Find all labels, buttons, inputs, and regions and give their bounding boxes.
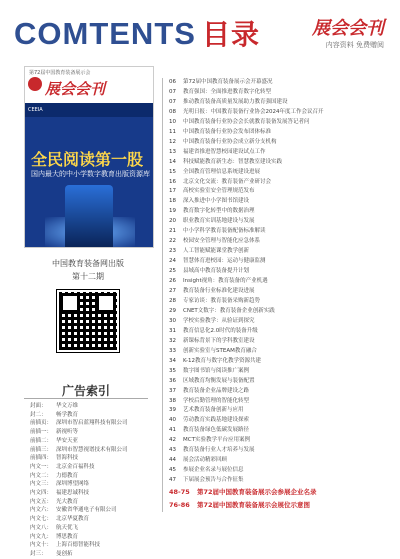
toc-entry-title: 第72届中国教育装备展示会开幕盛况 <box>183 79 273 85</box>
cover-subheadline: 国内最大的中小学数字教育出版资源库 <box>31 170 150 178</box>
toc-entry-title: 科技赋能教育新生态：智慧教室建设实践 <box>183 158 283 165</box>
ad-index-item <box>30 480 148 489</box>
page-title <box>14 18 260 49</box>
toc-entry-title: 参展企业名录与展位信息 <box>183 467 244 474</box>
ad-index-item <box>30 419 148 428</box>
toc-page-number: 29 <box>169 307 176 314</box>
toc-list <box>162 78 395 512</box>
ad-index-item <box>30 550 148 559</box>
toc-entry-title: 智慧体育进校园：运动与健康监测 <box>183 258 266 265</box>
toc-page-number: 24 <box>169 258 176 265</box>
toc-entry[interactable] <box>169 78 395 88</box>
ad-index-label: 封三： <box>30 550 47 557</box>
toc-page-number: 08 <box>169 108 176 115</box>
toc-page-number: 19 <box>169 208 176 215</box>
toc-entry[interactable] <box>169 416 395 426</box>
toc-entry[interactable] <box>169 327 395 337</box>
toc-page-number: 14 <box>169 158 176 165</box>
toc-entry[interactable] <box>169 88 395 98</box>
ad-index-label: 内文九： <box>30 533 53 540</box>
toc-page-number: 12 <box>169 138 176 145</box>
ad-index-value: 新视听等 <box>56 429 79 436</box>
toc-page-number: 34 <box>169 357 176 364</box>
ad-index-item <box>30 446 148 455</box>
toc-highlight-entry[interactable] <box>169 486 395 499</box>
toc-page-number: 22 <box>169 238 176 245</box>
ad-index-label: 内文三： <box>30 481 53 488</box>
toc-page-number: 16 <box>169 178 176 185</box>
ad-index-item <box>30 437 148 446</box>
toc-entry[interactable] <box>169 377 395 387</box>
ad-index-item <box>30 411 148 420</box>
toc-entry[interactable] <box>169 207 395 217</box>
toc-entry-title: 校园安全管理与智能化应急体系 <box>183 238 261 245</box>
toc-entry-title: 教育强国：全面推进教育数字化转型 <box>183 88 272 95</box>
brand-block <box>312 14 384 50</box>
ad-index-label: 内文二： <box>30 472 53 479</box>
toc-entry[interactable] <box>169 436 395 446</box>
ad-index-item <box>30 498 148 507</box>
toc-page-number: 26 <box>169 278 176 285</box>
toc-entry[interactable] <box>169 128 395 138</box>
toc-page-number: 07 <box>169 98 176 105</box>
toc-entry[interactable] <box>169 178 395 188</box>
toc-entry-title: 学校实验教学：从验证到探究 <box>183 317 255 324</box>
toc-entry[interactable] <box>169 247 395 257</box>
ad-index-value: 深圳市智慧视谱技术有限公司 <box>56 446 128 453</box>
ad-index-item <box>30 533 148 542</box>
toc-entry-title: 教育信息化2.0时代的装备升级 <box>183 327 258 334</box>
ad-index-label: 封面： <box>30 403 47 409</box>
toc-entry-title: 区域教育均衡发展与装备配置 <box>183 377 255 384</box>
ad-index-value: 力德教育 <box>56 472 79 479</box>
ad-index-value: 深圳博望网络 <box>56 481 90 488</box>
toc-entry-title: 教育装备绿色低碳发展路径 <box>183 427 250 434</box>
toc-entry[interactable] <box>169 98 395 108</box>
cover-masthead <box>25 67 153 103</box>
toc-entry[interactable] <box>169 406 395 416</box>
toc-page-number: 27 <box>169 288 176 295</box>
ad-index-label: 内文十： <box>30 542 53 549</box>
cover-band: CEEIA <box>25 103 153 117</box>
ad-index-value: 光大教育 <box>56 498 79 505</box>
toc-entry[interactable] <box>169 287 395 297</box>
title-zh: 目录 <box>201 18 260 51</box>
toc-highlight-entry[interactable] <box>169 499 395 512</box>
toc-entry-title: 光明日报：中国教育装备行业协会2024年度工作会议召开 <box>183 108 324 115</box>
toc-entry[interactable] <box>169 317 395 327</box>
toc-entry-title: 职业教育实训基地建设与发展 <box>183 218 255 225</box>
ad-index-label: 前插二： <box>30 437 53 444</box>
toc-entry[interactable] <box>169 118 395 128</box>
toc-entry-title: 下届展会预告与合作征集 <box>183 477 244 484</box>
ad-index-title: 广告索引 <box>61 384 110 398</box>
ad-index-value: 华文万维 <box>56 403 79 409</box>
qr-code-icon[interactable] <box>57 290 119 352</box>
toc-entry-title: 教育装备企业品牌建设之路 <box>183 387 250 394</box>
cover-top-small: 第72届中国教育装备展示会 <box>29 70 91 76</box>
toc-entry[interactable] <box>169 108 395 118</box>
toc-entry-title: 高校实验室安全管理规范发布 <box>183 188 255 195</box>
toc-entry-title: CNET文数字：教育装备企业创新实践 <box>183 307 275 314</box>
toc-entry[interactable] <box>169 138 395 148</box>
toc-entry[interactable] <box>169 446 395 456</box>
toc-page-number: 07 <box>169 88 176 95</box>
toc-entry[interactable] <box>169 217 395 227</box>
toc-page-number: 42 <box>169 437 176 444</box>
toc-entry-title: 教育装备行业人才培养与发展 <box>183 447 255 454</box>
cover-masthead-text: 展会会刊 <box>45 80 106 98</box>
toc-page-number: 38 <box>169 397 176 404</box>
toc-page-number: 18 <box>169 198 176 205</box>
ad-index-value: 曼创拓 <box>56 550 73 557</box>
toc-page-number: 39 <box>169 407 176 414</box>
toc-entry[interactable] <box>169 387 395 397</box>
toc-entry[interactable] <box>169 267 395 277</box>
toc-entry-title: Insight视角：教育装备的产业机遇 <box>183 278 268 285</box>
toc-page-number: 43 <box>169 447 176 454</box>
ad-index-list <box>30 402 148 559</box>
ad-index-label: 内文八： <box>30 524 53 531</box>
brand-tagline: 内容资料 免费赠阅 <box>325 41 384 49</box>
ad-index-divider <box>24 398 148 399</box>
toc-entry-title: 学校后勤管理的智能化转型 <box>183 397 250 404</box>
ad-index-label: 前插三： <box>30 446 53 453</box>
ad-index-label: 内文五： <box>30 498 53 505</box>
toc-entry[interactable] <box>169 297 395 307</box>
toc-highlight-title: 第72届中国教育装备展示会展位示意图 <box>197 501 311 510</box>
toc-entry-title: 县域高中教育装备提升计划 <box>183 268 250 275</box>
ad-index-label: 内文一： <box>30 463 53 470</box>
toc-entry-title: 深入推进中小学图书馆建设 <box>183 198 250 205</box>
toc-entry[interactable] <box>169 168 395 178</box>
ad-index-label: 内文七： <box>30 516 53 523</box>
ad-index-value: 福建思诚科技 <box>56 490 90 497</box>
toc-entry-title: 劳动教育实践基地建设探索 <box>183 417 250 424</box>
ad-index-item <box>30 402 148 411</box>
ad-index-value: 安徽省华通电子有限公司 <box>56 507 117 514</box>
ad-index-label: 前插页： <box>30 420 53 427</box>
ad-index-item <box>30 506 148 515</box>
toc-page-number: 11 <box>169 128 176 135</box>
cover-headline: 全民阅读第一股 <box>31 150 144 169</box>
ad-index-item <box>30 489 148 498</box>
toc-entry[interactable] <box>169 337 395 347</box>
toc-entry-title: 北京文化交流：教育装备产业研讨会 <box>183 178 272 185</box>
ad-index-item <box>30 472 148 481</box>
toc-page-number: 28 <box>169 297 176 304</box>
publication-issue: 第十二期 <box>72 272 104 281</box>
toc-page-number: 15 <box>169 168 176 175</box>
ad-index-value: 北京金百福科技 <box>56 463 95 470</box>
toc-page-number: 10 <box>169 118 176 125</box>
toc-highlight-pages: 76-86 <box>169 501 190 510</box>
toc-page-number: 35 <box>169 367 176 374</box>
brand-logo: 展会会刊 <box>312 18 384 39</box>
ad-index-value: 航天优飞 <box>56 524 79 531</box>
toc-entry-title: 教育装备行业标准化建设进展 <box>183 288 255 295</box>
cover-tower-graphic <box>65 185 113 247</box>
toc-page-number: 40 <box>169 417 176 424</box>
toc-entry[interactable] <box>169 237 395 247</box>
ad-index-value: 畅学教育 <box>56 411 79 418</box>
toc-entry-title: 中国教育装备行业协会成立新分支机构 <box>183 138 277 145</box>
ad-index-value: 北京华夏教育 <box>56 516 90 523</box>
toc-entry-title: MCT实验教学平台应用案例 <box>183 437 250 444</box>
toc-entry-title: 展会活动精彩回顾 <box>183 457 228 464</box>
toc-page-number: 31 <box>169 327 176 334</box>
ad-index-value: 华安天亚 <box>56 437 79 444</box>
toc-entry[interactable] <box>169 257 395 267</box>
toc-page-number: 44 <box>169 457 176 464</box>
ad-index-value: 智海科技 <box>56 455 79 462</box>
toc-entry[interactable] <box>169 456 395 466</box>
toc-entry[interactable] <box>169 347 395 357</box>
publication-name: 中国教育装备网出版 <box>52 259 124 268</box>
ad-index-item <box>30 524 148 533</box>
ad-index-value: 博思教育 <box>56 533 79 540</box>
toc-page-number: 41 <box>169 427 176 434</box>
ad-index-item <box>30 541 148 550</box>
ad-index-label: 内文六： <box>30 507 53 514</box>
ad-index-item <box>30 454 148 463</box>
toc-entry[interactable] <box>169 357 395 367</box>
toc-page-number: 30 <box>169 317 176 324</box>
toc-entry[interactable] <box>169 466 395 476</box>
toc-entry-title: 专家访谈：教育装备采购新趋势 <box>183 297 261 304</box>
toc-page-number: 37 <box>169 387 176 394</box>
toc-page-number: 32 <box>169 337 176 344</box>
toc-page-number: 13 <box>169 148 176 155</box>
toc-entry-title: K-12教育与数字化教学资源共建 <box>183 357 262 364</box>
toc-entry-title: 中小学科学教育装备配备标准解读 <box>183 228 266 235</box>
toc-entry[interactable] <box>169 227 395 237</box>
ad-index-label: 内文四： <box>30 490 53 497</box>
ad-index-item <box>30 428 148 437</box>
ad-index-value: 上海百德智能科技 <box>56 542 101 549</box>
ad-index-value: 深圳市智启蓝翔科技有限公司 <box>56 420 128 427</box>
toc-entry[interactable] <box>169 367 395 377</box>
toc-page-number: 23 <box>169 248 176 255</box>
toc-entry[interactable] <box>169 187 395 197</box>
toc-entry[interactable] <box>169 197 395 207</box>
magazine-cover[interactable] <box>24 66 154 248</box>
toc-page-number: 47 <box>169 477 176 484</box>
toc-entry-title: 新课标背景下的学科教室建设 <box>183 337 255 344</box>
toc-page-number: 25 <box>169 268 176 275</box>
toc-page-number: 33 <box>169 347 176 354</box>
toc-entry-title: 人工智能赋能课堂教学创新 <box>183 248 250 255</box>
toc-page-number: 36 <box>169 377 176 384</box>
left-column <box>24 66 152 352</box>
toc-entry-title: 推动教育装备高质量发展助力教育强国建设 <box>183 98 288 105</box>
ad-index-label: 封二： <box>30 411 47 418</box>
toc-highlight-title: 第72届中国教育装备展示会参展企业名录 <box>197 488 317 497</box>
toc-entry-title: 教育数字化转型中的数据治理 <box>183 208 255 215</box>
toc-entry-title: 创新实验室与STEAM教育融合 <box>183 347 257 354</box>
toc-highlight-pages: 48-75 <box>169 488 190 497</box>
toc-entry[interactable] <box>169 307 395 317</box>
ad-index-item <box>30 463 148 472</box>
toc-entry[interactable] <box>169 277 395 287</box>
title-en: COMTENTS <box>14 16 196 51</box>
toc-entry[interactable] <box>169 426 395 436</box>
ad-index-label: 前插四： <box>30 455 53 462</box>
toc-entry-title: 中国教育装备行业协会发布团体标准 <box>183 128 272 135</box>
toc-entry[interactable] <box>169 397 395 407</box>
toc-page-number: 17 <box>169 188 176 195</box>
toc-entry[interactable] <box>169 476 395 486</box>
toc-page-number: 06 <box>169 79 176 85</box>
toc-entry-title: 中国教育装备行业协会会长就教育装备发展答记者问 <box>183 118 310 125</box>
toc-entry-title: 艺术教育装备创新与应用 <box>183 407 244 414</box>
toc-entry-title: 数字图书馆与阅读推广案例 <box>183 367 250 374</box>
toc-entry-title: 全国教育管理信息系统建设进展 <box>183 168 261 175</box>
toc-page-number: 20 <box>169 218 176 225</box>
toc-entry[interactable] <box>169 148 395 158</box>
ad-index-label: 前插一： <box>30 429 53 436</box>
toc-page-number: 21 <box>169 228 176 235</box>
toc-page-number: 45 <box>169 467 176 474</box>
toc-entry[interactable] <box>169 158 395 168</box>
cover-logo-icon <box>28 77 42 91</box>
ad-index-item <box>30 515 148 524</box>
toc-entry-title: 福建省推进智慧校园建设试点工作 <box>183 148 266 155</box>
